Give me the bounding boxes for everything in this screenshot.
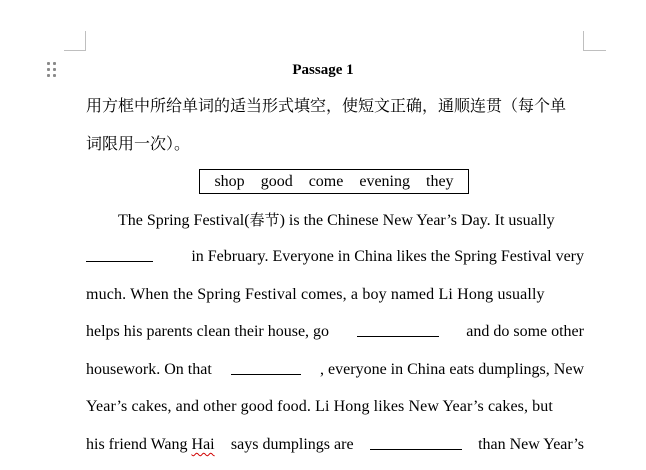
blank-2[interactable] [357,321,439,337]
instruction-line-2: 词限用一次）。 [86,134,191,153]
blank-1[interactable] [86,246,153,262]
word-box-item: good [260,172,293,190]
passage-line-1: The Spring Festival(春节) is the Chinese New Year’s Day. It usually [118,211,555,229]
word-box [199,169,469,194]
passage-line-6: Year’s cakes, and other good food. Li Hong likes New Year’s cakes, but [86,398,553,415]
page-corner-top-left [64,31,86,51]
word-box-item: evening [359,172,410,190]
instruction-line-1: 用方框中所给单词的适当形式填空，使短文正确，通顺连贯（每个单 [86,96,567,115]
word-box-item: shop [214,172,245,190]
blank-3[interactable] [231,359,301,375]
word-box-item: come [308,172,344,190]
spellcheck-word[interactable]: Hai [191,436,215,453]
passage-line-4: helps his parents clean their house, go and do some other [86,323,584,340]
passage-line-5: housework. On that , everyone in China eats dumplings, New [86,361,584,378]
passage-line-2: in February. Everyone in China likes the Spring Festival very [86,246,584,268]
passage-line-3: much. When the Spring Festival comes, a boy named Li Hong usually [86,286,545,303]
passage-line-7: his friend Wang Hai says dumplings are than New Year’s [86,436,584,453]
page-corner-top-right [583,31,606,51]
passage-title: Passage 1 [292,62,354,78]
blank-4[interactable] [370,434,462,450]
word-box-item: they [426,172,454,190]
